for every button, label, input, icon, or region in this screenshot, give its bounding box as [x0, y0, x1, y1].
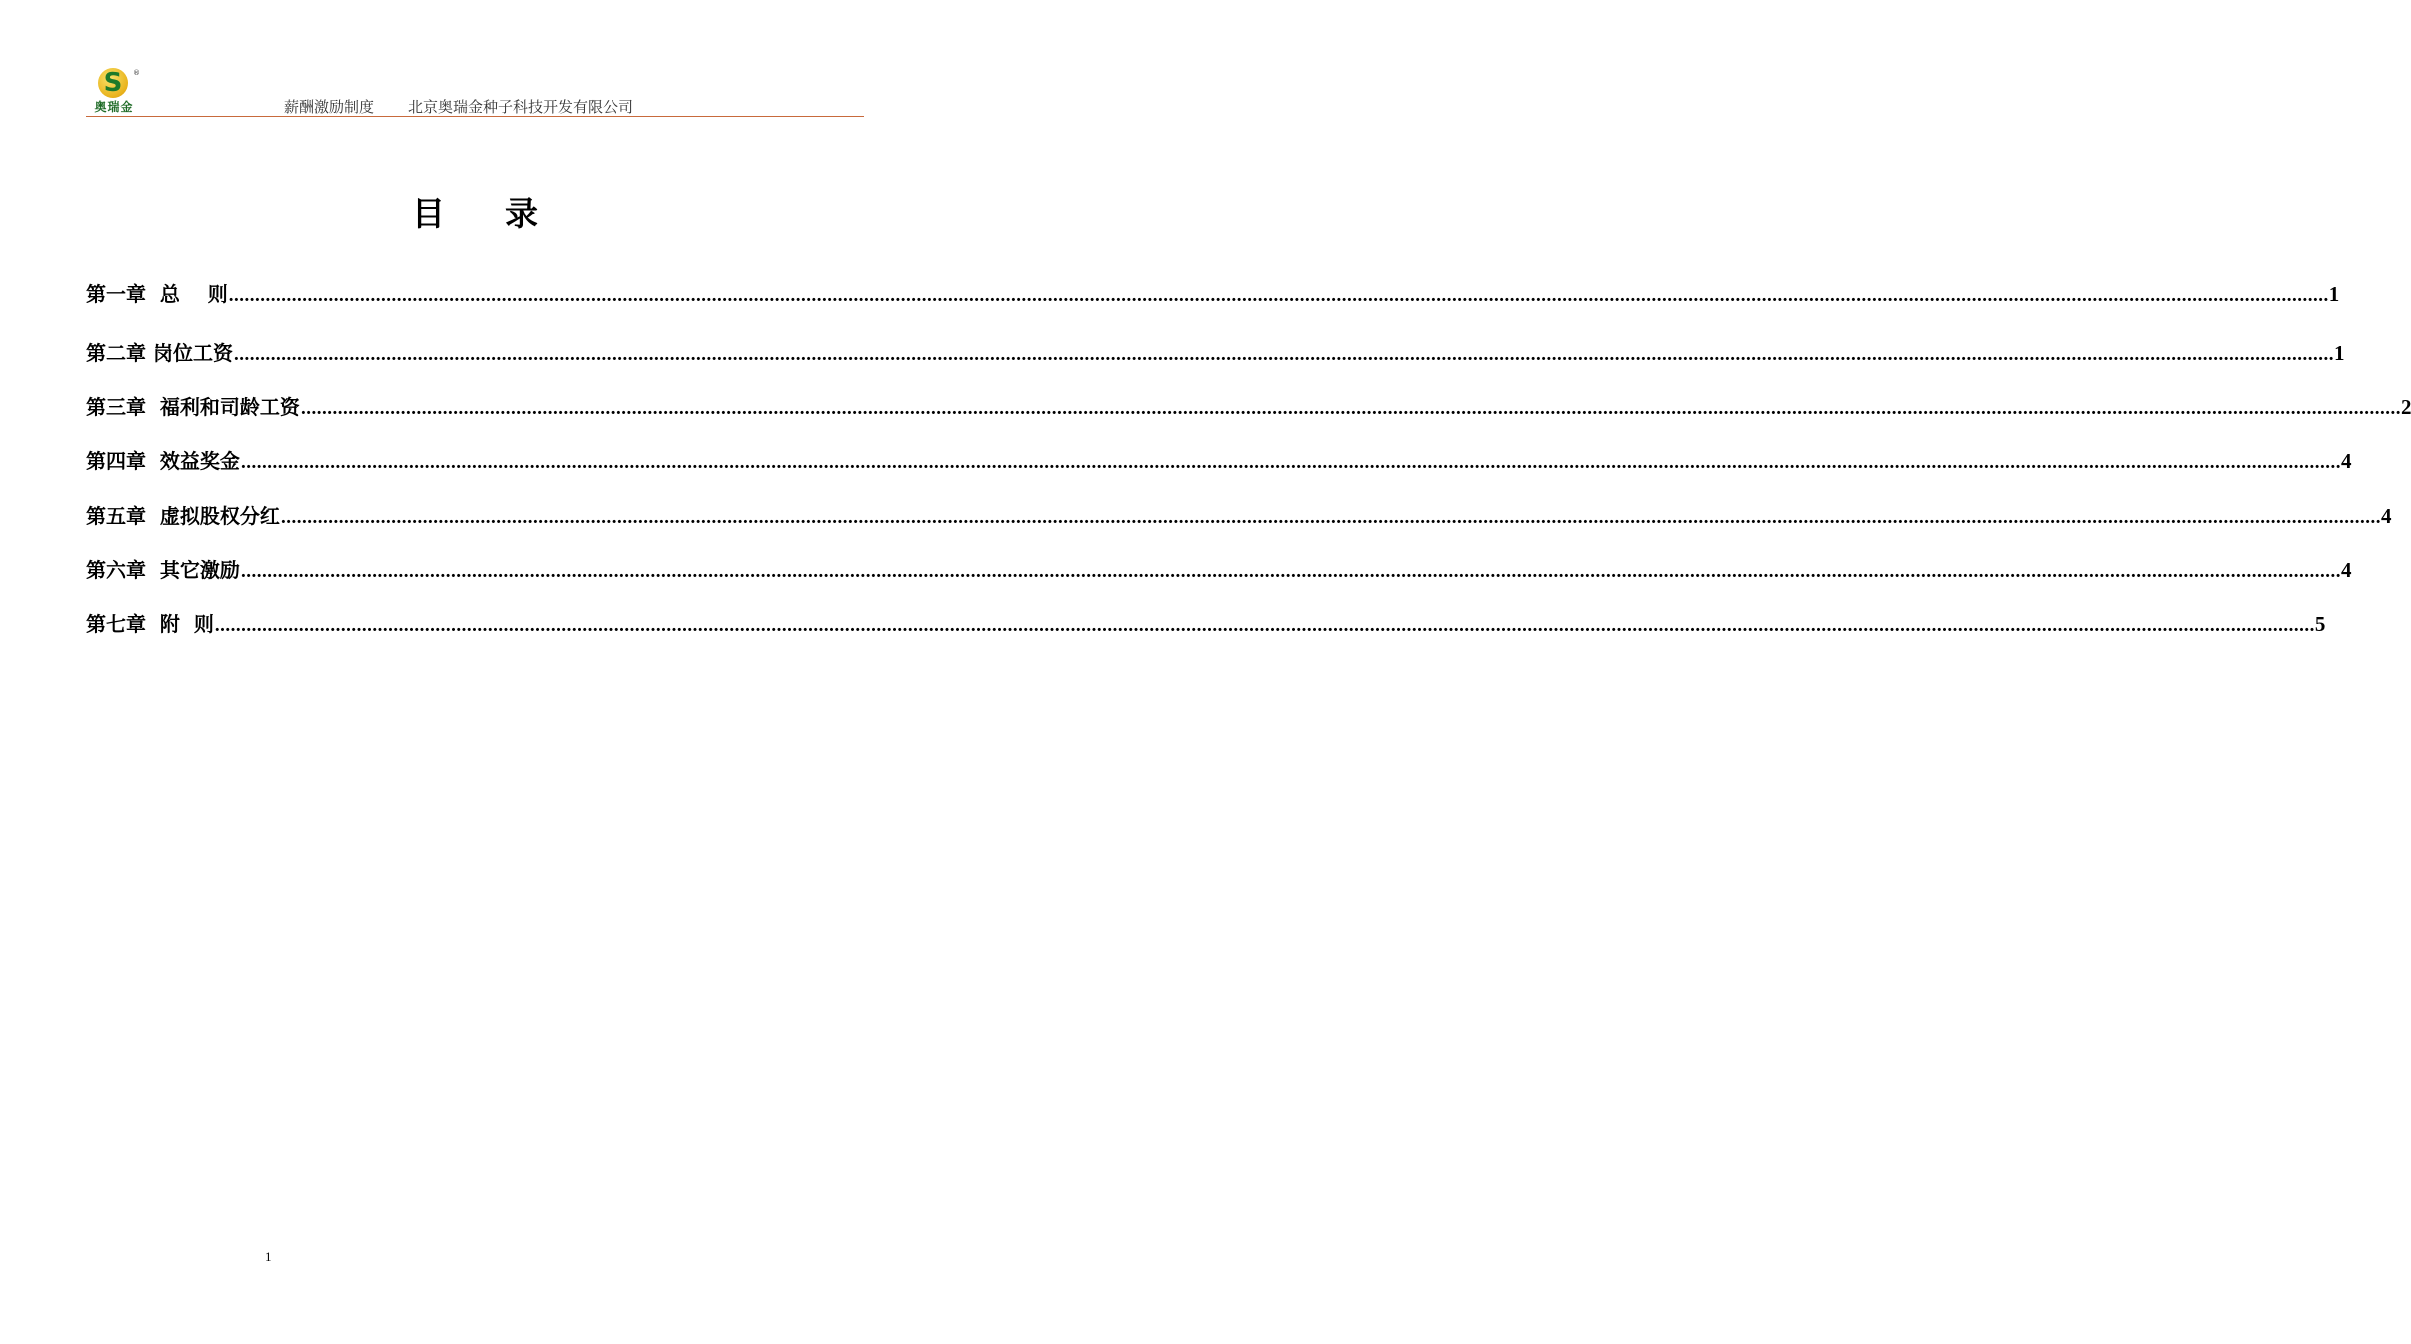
logo-emblem-icon: [98, 68, 128, 98]
toc-entry-label: 第二章 岗位工资: [86, 341, 233, 365]
company-logo: [86, 66, 142, 114]
toc-leader-dots: ................................................................................................................................................................................................................................................................................................................................................................................................................: [228, 285, 2329, 306]
toc-entry-page: 4: [2340, 558, 2352, 582]
toc-leader-dots: ................................................................................................................................................................................................................................................................................................................................................................................................................: [240, 452, 2341, 473]
header-divider: [86, 116, 864, 117]
toc-title-part-2: 录: [505, 194, 538, 233]
company-name: 北京奥瑞金种子科技开发有限公司: [408, 98, 634, 116]
toc-title: [0, 188, 950, 235]
toc-entry-page: 4: [2380, 504, 2392, 528]
toc-entry[interactable]: [86, 391, 2411, 421]
document-name: 薪酬激励制度: [284, 98, 375, 116]
toc-entry[interactable]: [86, 278, 2340, 308]
toc-entry-label: 第四章 效益奖金: [86, 449, 240, 473]
toc-entry-label: 第七章 附 则: [86, 612, 214, 636]
toc-entry[interactable]: [86, 554, 2352, 584]
toc-entry-label: 第一章 总 则: [86, 282, 228, 306]
toc-entry[interactable]: [86, 445, 2352, 475]
logo-letter: S: [103, 68, 123, 98]
toc-title-part-1: 目: [412, 194, 445, 233]
page-header: [86, 64, 864, 118]
logo-text: 奥瑞金: [94, 100, 134, 114]
header-caption: [284, 96, 633, 117]
toc-leader-dots: ................................................................................................................................................................................................................................................................................................................................................................................................................: [240, 561, 2341, 582]
toc-entry-label: 第三章 福利和司龄工资: [86, 395, 300, 419]
toc-entry-page: 5: [2314, 612, 2326, 636]
toc-entry-label: 第六章 其它激励: [86, 558, 240, 582]
page-number: 1: [265, 1249, 272, 1264]
toc-entry-page: 1: [2333, 341, 2345, 365]
toc-entry-page: 1: [2328, 282, 2340, 306]
registered-mark: ®: [133, 69, 140, 77]
toc-leader-dots: ................................................................................................................................................................................................................................................................................................................................................................................................................: [233, 344, 2334, 365]
toc-entry[interactable]: [86, 608, 2326, 638]
toc-entry[interactable]: [86, 500, 2392, 530]
toc-leader-dots: ................................................................................................................................................................................................................................................................................................................................................................................................................: [300, 398, 2401, 419]
toc-entry-label: 第五章 虚拟股权分红: [86, 504, 280, 528]
toc-leader-dots: ................................................................................................................................................................................................................................................................................................................................................................................................................: [280, 507, 2381, 528]
toc-leader-dots: ................................................................................................................................................................................................................................................................................................................................................................................................................: [214, 615, 2315, 636]
toc-entry-page: 4: [2340, 449, 2352, 473]
toc-entry[interactable]: [86, 337, 2345, 367]
toc-entry-page: 2: [2400, 395, 2411, 419]
